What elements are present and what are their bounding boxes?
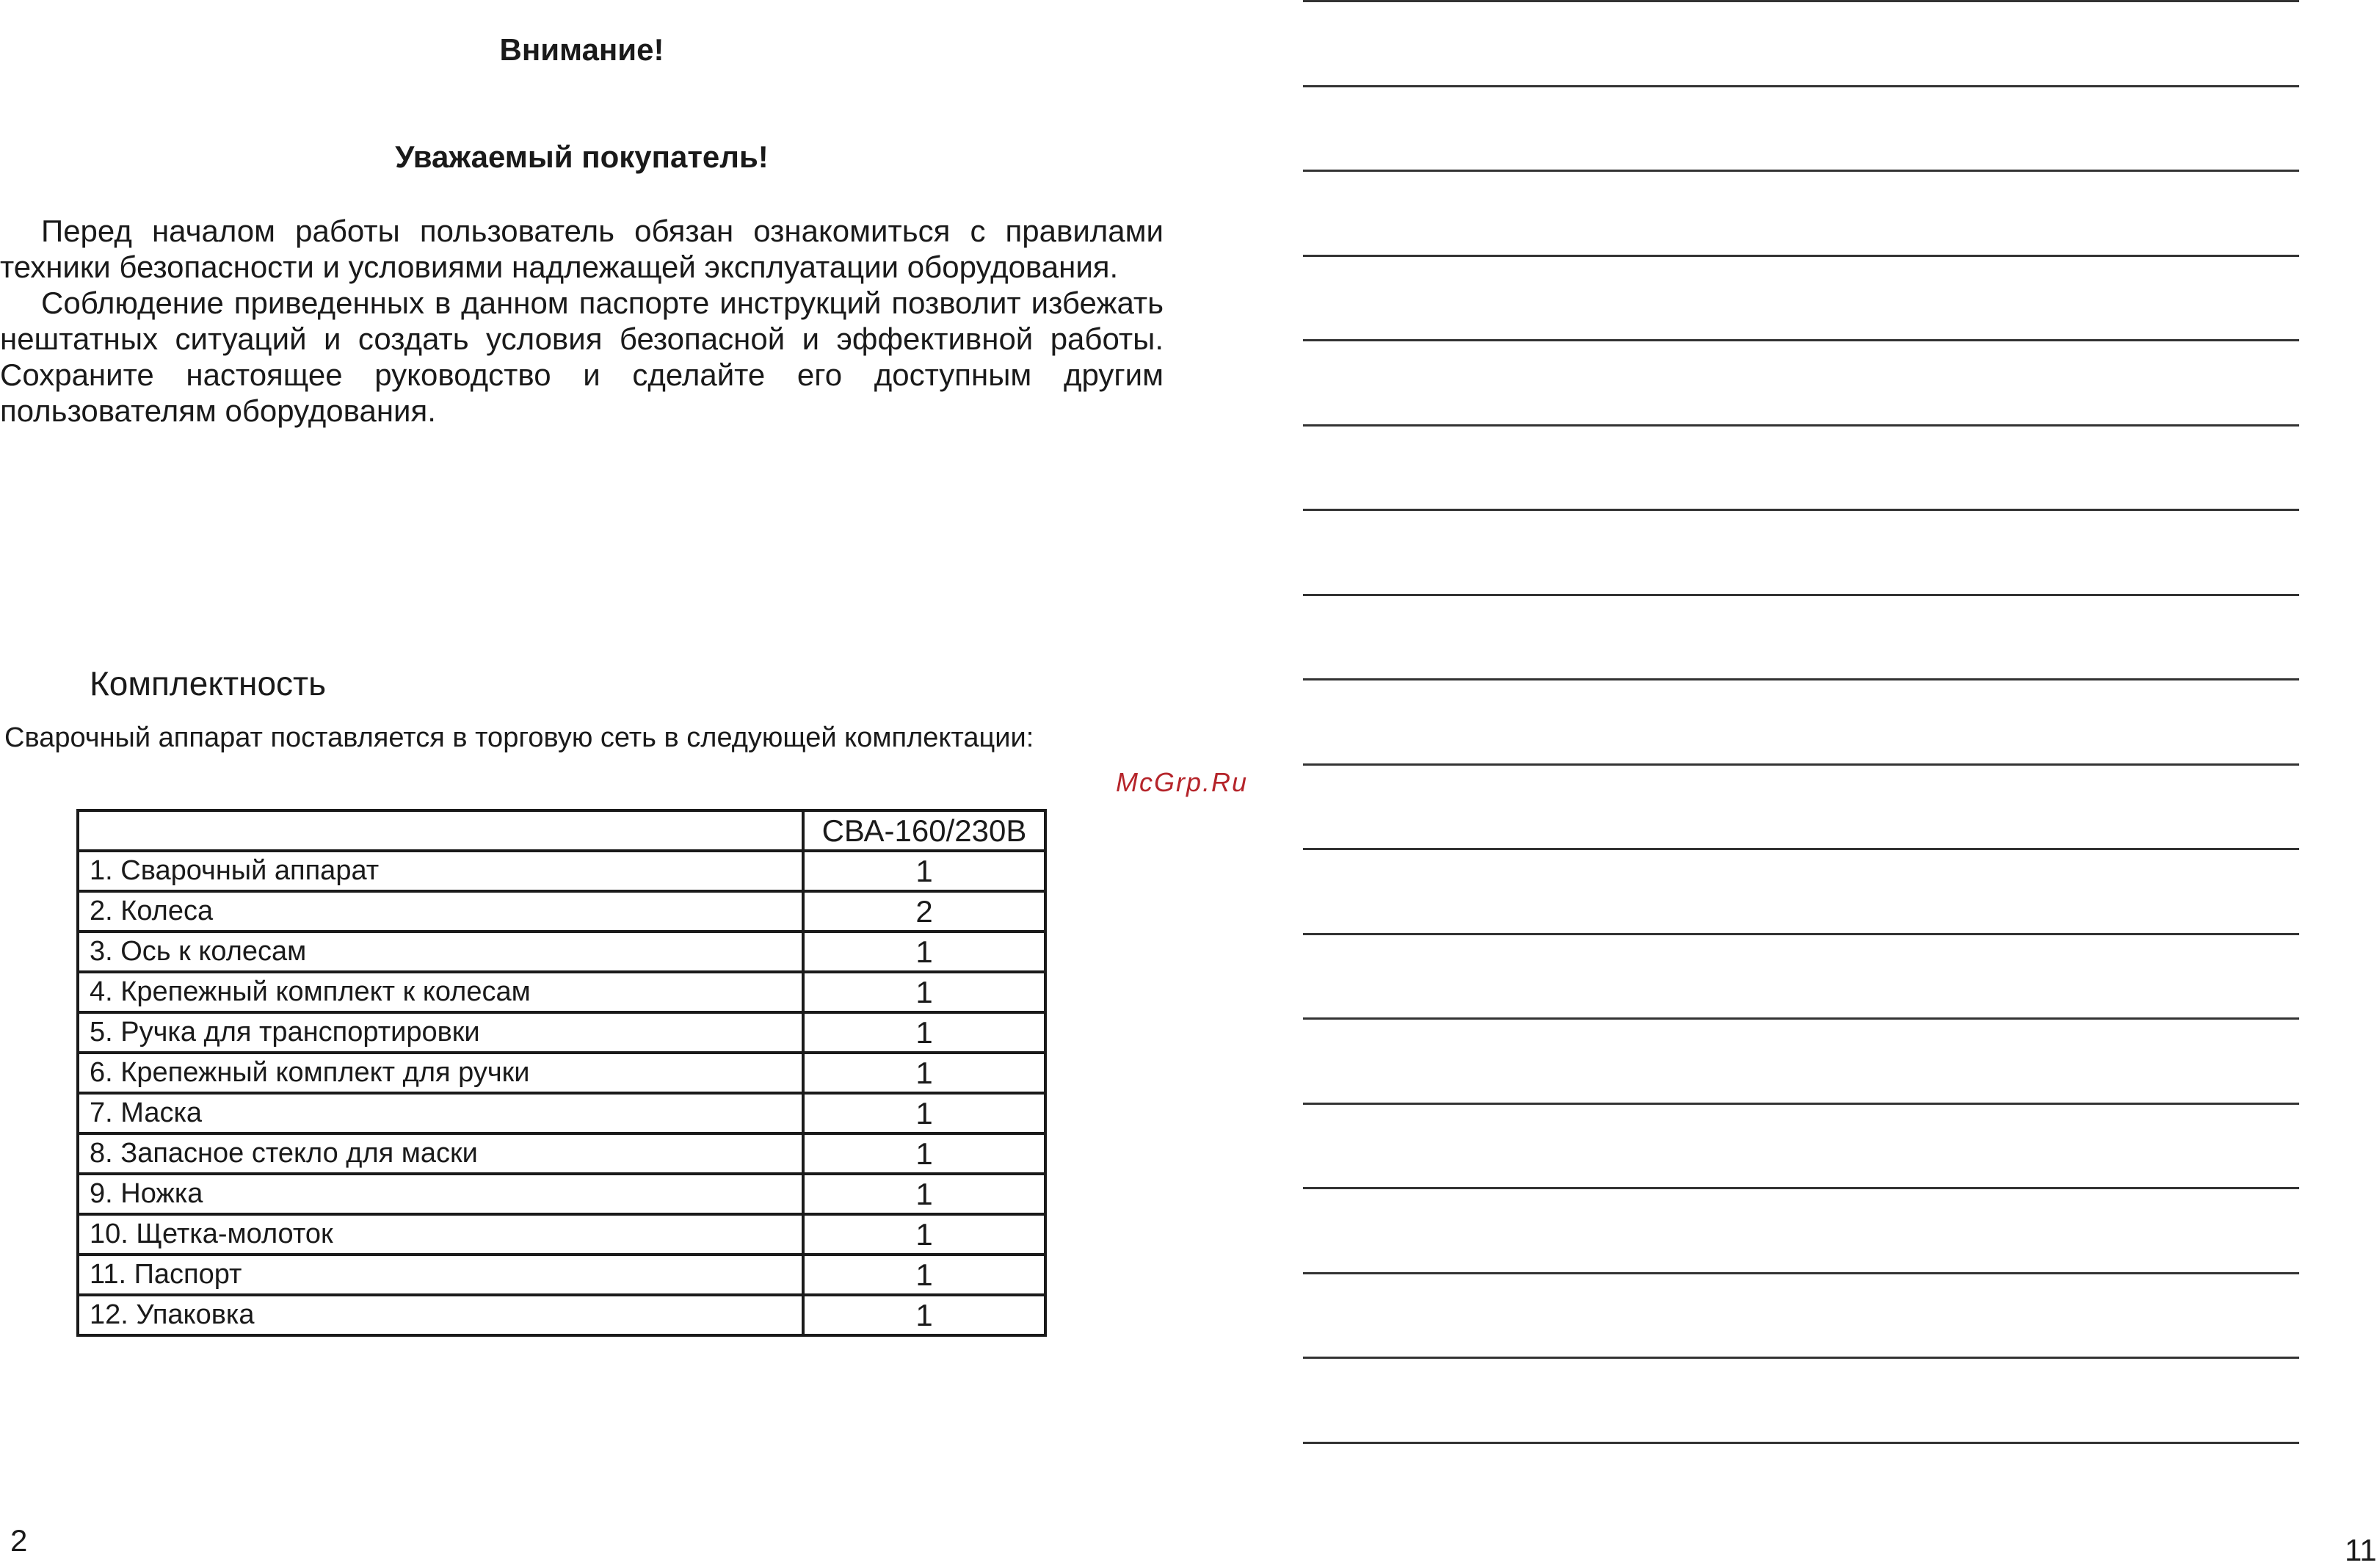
item-name-cell: 11. Паспорт (78, 1255, 803, 1295)
table-header-row (78, 810, 1045, 851)
item-qty-cell: 1 (803, 1012, 1045, 1053)
item-name-cell: 1. Сварочный аппарат (78, 851, 803, 891)
item-name-cell: 5. Ручка для транспортировки (78, 1012, 803, 1053)
note-line (1303, 933, 2299, 935)
item-name-cell: 9. Ножка (78, 1174, 803, 1214)
table-row (78, 1255, 1045, 1295)
table-row (78, 1012, 1045, 1053)
item-name-cell: 3. Ось к колесам (78, 932, 803, 972)
section-subtitle: Сварочный аппарат поставляется в торговую сеть в следующей комплектации: (4, 722, 1034, 753)
item-qty-cell: 1 (803, 1214, 1045, 1255)
note-line (1303, 255, 2299, 257)
watermark: McGrp.Ru (1116, 767, 1249, 797)
note-line (1303, 1017, 2299, 1020)
item-qty-cell: 1 (803, 851, 1045, 891)
note-line (1303, 0, 2299, 2)
table-header-blank (78, 810, 803, 851)
table-row (78, 972, 1045, 1012)
note-line (1303, 1442, 2299, 1444)
item-qty-cell: 1 (803, 1053, 1045, 1093)
note-line (1303, 424, 2299, 427)
item-qty-cell: 2 (803, 891, 1045, 932)
item-qty-cell: 1 (803, 932, 1045, 972)
greeting-title: Уважаемый покупатель! (395, 139, 769, 174)
page-number: 11 (2345, 1533, 2377, 1567)
item-name-cell: 2. Колеса (78, 891, 803, 932)
item-name-cell: 7. Маска (78, 1093, 803, 1133)
item-qty-cell: 1 (803, 1295, 1045, 1335)
notes-page (1277, 0, 2377, 1567)
item-qty-cell: 1 (803, 1133, 1045, 1174)
note-line (1303, 339, 2299, 341)
note-line (1303, 1103, 2299, 1105)
kit-table-body (78, 851, 1045, 1335)
item-qty-cell: 1 (803, 1174, 1045, 1214)
table-row (78, 851, 1045, 891)
note-line (1303, 509, 2299, 511)
table-row (78, 1053, 1045, 1093)
table-row (78, 891, 1045, 932)
note-line (1303, 678, 2299, 680)
note-line (1303, 763, 2299, 766)
table-row (78, 1093, 1045, 1133)
item-qty-cell: 1 (803, 972, 1045, 1012)
page-number: 2 (10, 1523, 28, 1558)
table-row (78, 1133, 1045, 1174)
intro-text (0, 213, 1164, 429)
table-row (78, 1174, 1045, 1214)
item-qty-cell: 1 (803, 1255, 1045, 1295)
warning-title: Внимание! (499, 32, 664, 67)
note-line (1303, 594, 2299, 596)
table-header-model: СВА-160/230В (803, 810, 1045, 851)
note-line (1303, 1357, 2299, 1359)
note-line (1303, 1187, 2299, 1189)
intro-paragraph: Перед началом работы пользователь обязан ознакомиться с правилами техники безопасности и условиями надлежащей эксплуатации оборудования. (0, 214, 1164, 284)
table-row (78, 932, 1045, 972)
section-title: Комплектность (90, 664, 327, 703)
item-name-cell: 8. Запасное стекло для маски (78, 1133, 803, 1174)
table-row (78, 1295, 1045, 1335)
item-name-cell: 10. Щетка-молоток (78, 1214, 803, 1255)
note-line (1303, 170, 2299, 172)
note-line (1303, 1272, 2299, 1274)
item-name-cell: 4. Крепежный комплект к колесам (78, 972, 803, 1012)
item-qty-cell: 1 (803, 1093, 1045, 1133)
kit-table (76, 809, 1047, 1337)
item-name-cell: 12. Упаковка (78, 1295, 803, 1335)
note-line (1303, 85, 2299, 87)
note-line (1303, 848, 2299, 850)
table-row (78, 1214, 1045, 1255)
item-name-cell: 6. Крепежный комплект для ручки (78, 1053, 803, 1093)
intro-paragraph: Соблюдение приведенных в данном паспорте инструкций позволит избежать нештатных ситуаций и создать условия безопасной и эффективной работы. Сохраните настоящее руководство и сделайте его доступным другим пользователям оборудования. (0, 286, 1164, 428)
